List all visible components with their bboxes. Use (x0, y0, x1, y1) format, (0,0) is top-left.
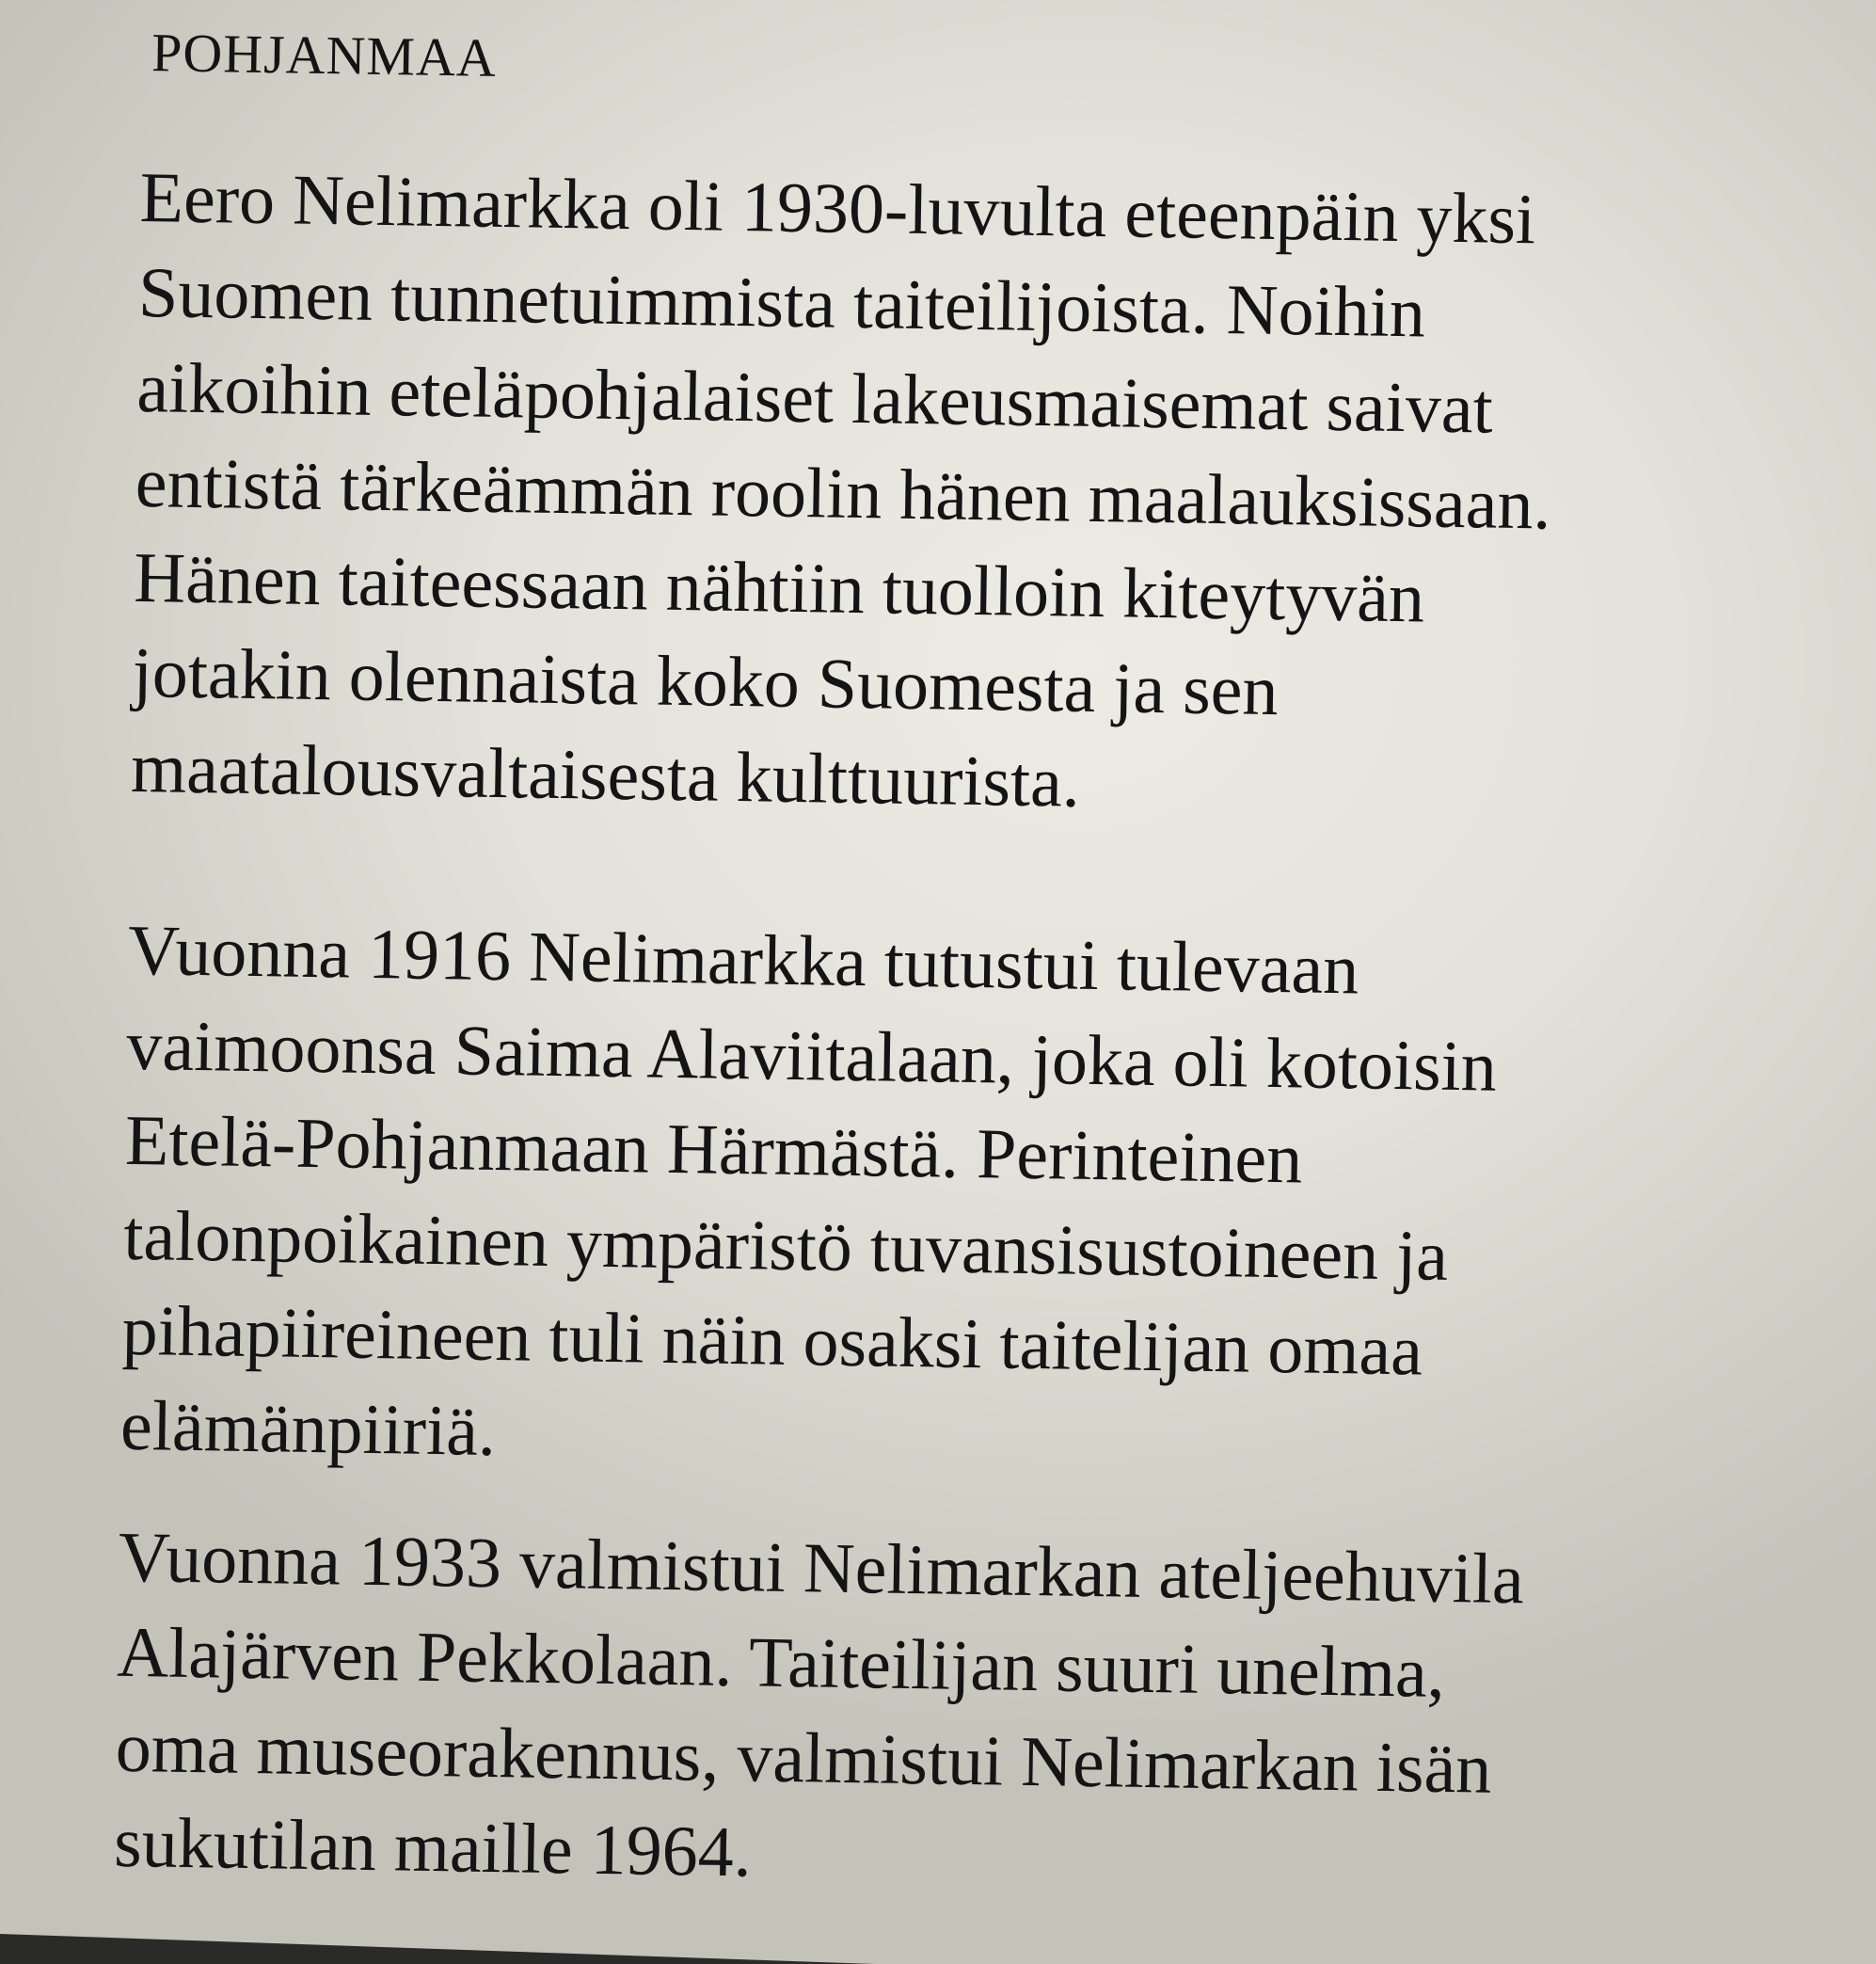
text-line: entistä tärkeämmän roolin hänen maalauksissaan. (135, 442, 1552, 545)
text-line: vaimoonsa Saima Alaviitalaan, joka oli kotoisin (125, 1005, 1498, 1107)
heading: POHJANMAA (151, 22, 498, 88)
text-line: Vuonna 1933 valmistui Nelimarkan ateljeehuvila (118, 1517, 1525, 1620)
text-line: maatalousvaltaisesta kulttuurista. (130, 727, 1081, 822)
text-line: Hänen taiteessaan nähtiin tuolloin kiteytyvän (133, 537, 1425, 638)
text-line: Alajärven Pekkolaan. Taiteilijan suuri unelma, (116, 1612, 1446, 1713)
paragraph-2 (119, 903, 1499, 1495)
paragraph-3 (113, 1510, 1524, 1912)
text-line: oma museorakennus, valmistui Nelimarkan isän (115, 1707, 1492, 1809)
text-line: Suomen tunnetuimmista taiteilijoista. Noihin (137, 252, 1426, 353)
paragraph-1 (130, 151, 1556, 838)
text-line: pihapiireineen tuli näin osaksi taitelijan omaa (121, 1290, 1423, 1391)
text-line: aikoihin eteläpohjalaiset lakeusmaisemat saivat (135, 347, 1494, 449)
text-line: elämänpiiriä. (119, 1385, 497, 1472)
text-line: Eero Nelimarkka oli 1930-luvulta eteenpäin yksi (139, 157, 1536, 260)
text-line: talonpoikainen ympäristö tuvansisustoineen ja (122, 1195, 1449, 1296)
text-line: sukutilan maille 1964. (113, 1802, 753, 1892)
text-line: Etelä-Pohjanmaan Härmästä. Perinteinen (124, 1100, 1303, 1199)
text-line: jotakin olennaista koko Suomesta ja sen (132, 632, 1280, 731)
text-line: Vuonna 1916 Nelimarkka tutustui tulevaan (127, 910, 1359, 1010)
